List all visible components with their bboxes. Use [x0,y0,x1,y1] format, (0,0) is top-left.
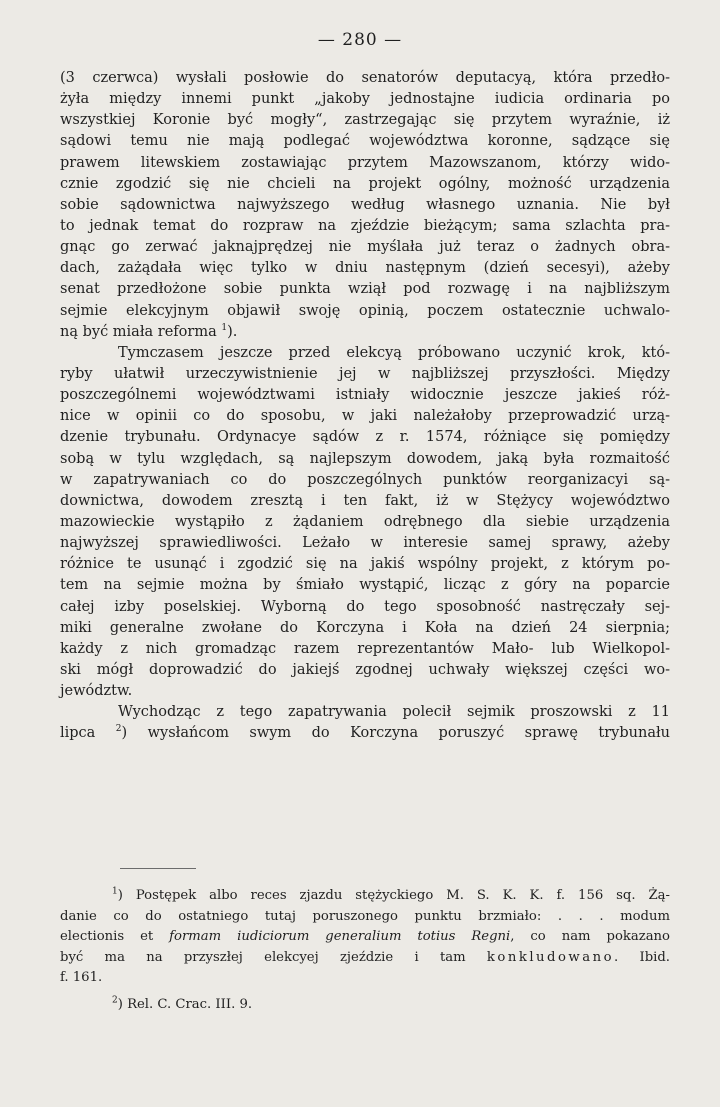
text-line: dach, zażądała więc tylko w dniu następnym (dzień secesyi), ażeby [60,260,670,277]
text-line: różnice te usunąć i zgodzić się na jakiś wspólny projekt, z którym po- [60,556,670,573]
text-line: żyła między innemi punkt „jakoby jednostajne iudicia ordinaria po [60,91,670,108]
text-line: każdy z nich gromadząc razem reprezentantów Mało- lub Wielkopol- [60,640,670,657]
footnote-text: . Ibid. [614,949,670,965]
text-line: nice w opinii co do sposobu, w jaki należałoby przeprowadzić urzą- [60,408,670,425]
text-fragment: ną być miała reforma [60,323,217,340]
text-line: w zapatrywaniach co do poszczególnych punktów reorganizacyi są- [60,471,670,488]
text-line: całej izby poselskiej. Wyborną do tego sposobność nastręczały sej- [60,598,670,615]
text-line: ryby ułatwił urzeczywistnienie jej w najbliższej przyszłości. Między [60,365,670,382]
text-line: poszczególnemi województwami istniały widocznie jeszcze jakieś róż- [60,387,670,404]
footnote-text: electionis et [60,929,170,945]
text-line: sejmie elekcyjnym objawił swoję opinią, poczem ostatecznie uchwalo- [60,302,670,319]
text-line: to jednak temat do rozpraw na zjeździe bieżącym; sama szlachta pra- [60,217,670,234]
text-line [60,723,670,744]
footnote-marker: 1 [112,886,118,897]
footnote-italic-phrase: formam iudiciorum generalium totius Regni [169,929,511,945]
text-line: sądowi temu nie mają podlegać województwa koronne, sądzące się [60,133,670,150]
footnote-text: , co nam pokazano [510,929,670,945]
text-line: sobie sądownictwa najwyższego według własnego uznania. Nie był [60,196,670,213]
text-line: (3 czerwca) wysłali posłowie do senatorów deputacyą, która przedło- [60,70,670,86]
footnote-ref-2[interactable]: 2 [115,724,122,735]
footnote-spaced-word: konkludowano [486,949,615,965]
page-number: — 280 — [317,30,403,50]
footnote-line [60,927,670,948]
footnote-text: ) Postępek albo reces zjazdu stężyckiego M. S. K. K. f. 156 sq. Żą- [117,888,670,903]
text-line: miki generalne zwołane do Korczyna i Koła na dzień 24 sierpnia; [60,619,670,636]
footnote-1 [60,886,670,907]
footnote-text: być ma na przyszłej elekcyej zjeździe i tam [60,949,487,965]
text-fragment: ) wysłańcom swym do Korczyna poruszyć sprawę trybunału [121,725,671,742]
text-line: ski mógł doprowadzić do jakiejś zgodnej uchwały większej części wo- [60,661,670,678]
footnote-line: danie co do ostatniego tutaj poruszonego punktu brzmiało: . . . modum [60,908,670,924]
text-line: prawem litewskiem zostawiając przytem Mazowszanom, którzy wido- [60,154,670,171]
text-line: Wychodząc z tego zapatrywania polecił sejmik proszowski z 11 [118,704,670,721]
footnote-marker: 2 [112,995,118,1006]
footnote-text: ) Rel. C. Crac. III. 9. [117,996,253,1012]
body-text [60,68,670,745]
text-line: gnąc go zerwać jaknajprędzej nie myślała już teraz o żadnych obra- [60,239,670,256]
text-line: mazowieckie wystąpiło z żądaniem odrębnego dla siebie urządzenia [60,513,670,530]
text-line: wszystkiej Koronie być mogły“, zastrzegając się przytem wyraźnie, iż [60,112,670,129]
text-line: senat przedłożone sobie punkta wziął pod rozwagę i na najbliższym [60,281,670,298]
footnote-line [60,948,670,969]
text-line: downictwa, dowodem zresztą i ten fakt, iż w Stężycy województwo [60,492,670,509]
text-line: jewództw. [60,683,133,700]
footnote-2 [60,995,670,1016]
text-line: cznie zgodzić się nie chcieli na projekt ogólny, możność urządzenia [60,175,670,192]
text-line: najwyższej sprawiedliwości. Leżało w interesie samej sprawy, ażeby [60,535,670,552]
footnote-ref-1[interactable]: 1 [221,322,228,333]
text-line: dzenie trybunału. Ordynacye sądów z r. 1574, różniące się pomiędzy [60,429,670,446]
text-line: tem na sejmie można by śmiało wystąpić, licząc z góry na poparcie [60,577,670,594]
text-fragment: lipca [60,725,96,742]
footnote-divider [120,868,196,869]
footnotes [60,886,670,1016]
text-line [60,322,670,343]
text-fragment: ). [227,323,238,340]
footnote-line: f. 161. [60,970,103,986]
text-line: Tymczasem jeszcze przed elekcyą próbowano uczynić krok, któ- [118,344,670,361]
text-line: sobą w tylu względach, są najlepszym dowodem, jaką była rozmaitość [60,450,670,467]
